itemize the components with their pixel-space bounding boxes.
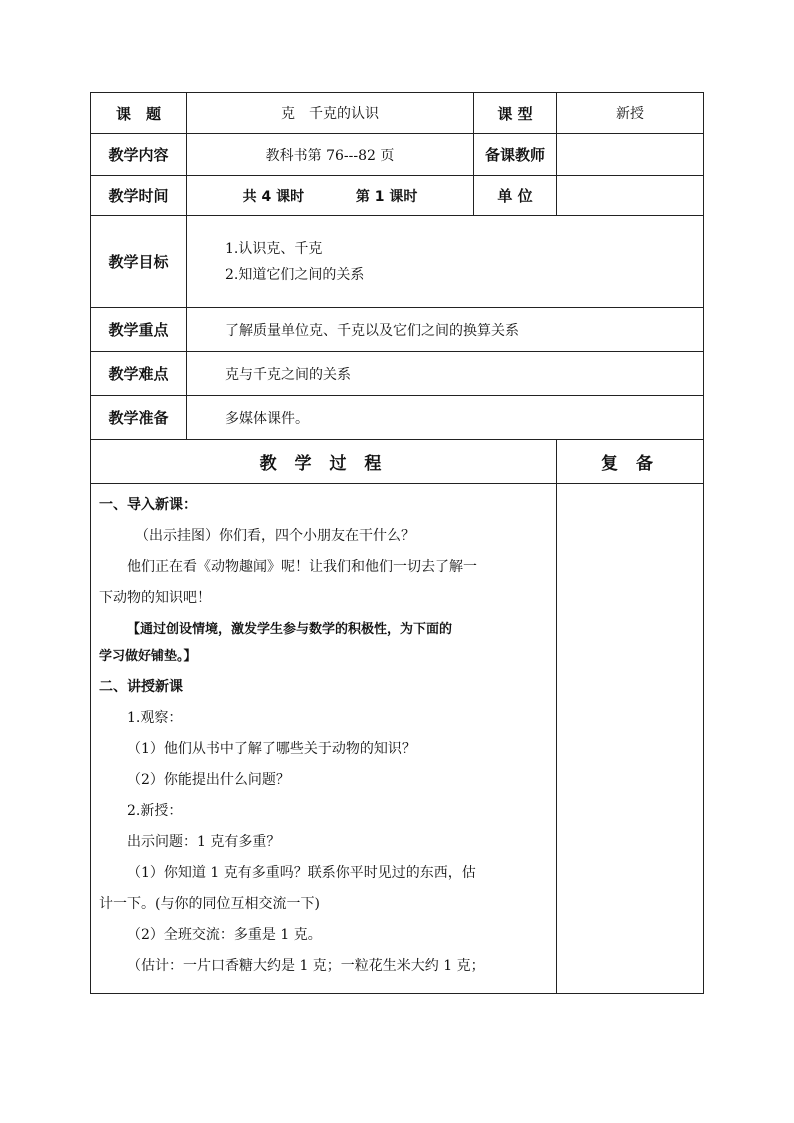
process-header: 教 学 过 程: [91, 440, 557, 484]
design-note-line-1: 【通过创设情境，激发学生参与数学的积极性，为下面的: [127, 622, 453, 637]
difficulties-value: 克与千克之间的关系: [187, 352, 704, 396]
topic-label: 课 题: [91, 93, 187, 134]
teacher-label: 备课教师: [474, 134, 557, 176]
teacher-value: [557, 134, 704, 176]
row-goals: [91, 216, 704, 308]
preparation-value: 多媒体课件。: [187, 396, 704, 440]
review-column: [557, 484, 704, 994]
section-1-line-1: （出示挂图）你们看，四个小朋友在干什么？: [135, 528, 415, 544]
row-topic: [91, 93, 704, 134]
goals-value: [187, 216, 704, 308]
section-2-question-1: （1）他们从书中了解了哪些关于动物的知识？: [127, 741, 416, 757]
row-process-header: [91, 440, 704, 484]
goal-line-1: 1.认识克、千克: [225, 240, 323, 257]
time-current: 第 1 课时: [355, 188, 418, 205]
design-note-line-2: 学习做好铺垫。】: [99, 649, 197, 664]
preparation-label: 教学准备: [91, 396, 187, 440]
lesson-plan-page: [90, 92, 703, 994]
difficulties-label: 教学难点: [91, 352, 187, 396]
section-2-step-1a: （1）你知道 1 克有多重吗？联系你平时见过的东西，估: [127, 865, 476, 881]
section-1-line-3: 下动物的知识吧！: [99, 590, 211, 606]
section-2-new: 2.新授：: [127, 803, 183, 819]
time-label: 教学时间: [91, 176, 187, 216]
content-value: 教科书第 76---82 页: [187, 134, 474, 176]
section-2-problem: 出示问题：1 克有多重？: [127, 834, 281, 850]
section-2-step-2: （2）全班交流：多重是 1 克。: [127, 927, 322, 943]
lesson-plan-table: [90, 92, 704, 994]
row-time: [91, 176, 704, 216]
row-preparation: [91, 396, 704, 440]
goals-label: 教学目标: [91, 216, 187, 308]
type-value: 新授: [557, 93, 704, 134]
type-label: 课 型: [474, 93, 557, 134]
section-2-title: 二、讲授新课: [99, 679, 183, 695]
unit-value: [557, 176, 704, 216]
section-2-step-1b: 计一下。(与你的同位互相交流一下): [99, 896, 320, 912]
key-points-value: 了解质量单位克、千克以及它们之间的换算关系: [187, 308, 704, 352]
design-note: [99, 616, 548, 670]
section-1-line-2: 他们正在看《动物趣闻》呢！让我们和他们一切去了解一: [127, 559, 477, 575]
time-total: 共 4 课时: [242, 188, 305, 205]
process-content: [91, 484, 557, 994]
key-points-label: 教学重点: [91, 308, 187, 352]
unit-label: 单 位: [474, 176, 557, 216]
row-difficulties: [91, 352, 704, 396]
goal-line-2: 2.知道它们之间的关系: [225, 266, 365, 283]
row-content: [91, 134, 704, 176]
section-2-observe: 1.观察：: [127, 710, 183, 726]
row-key-points: [91, 308, 704, 352]
row-process-content: [91, 484, 704, 994]
time-value: [187, 176, 474, 216]
content-label: 教学内容: [91, 134, 187, 176]
section-2-question-2: （2）你能提出什么问题？: [127, 772, 290, 788]
topic-value: 克 千克的认识: [187, 93, 474, 134]
section-1-title: 一、导入新课：: [99, 497, 197, 513]
review-header: 复 备: [557, 440, 704, 484]
section-2-estimate: （估计：一片口香糖大约是 1 克；一粒花生米大约 1 克；: [127, 958, 485, 974]
